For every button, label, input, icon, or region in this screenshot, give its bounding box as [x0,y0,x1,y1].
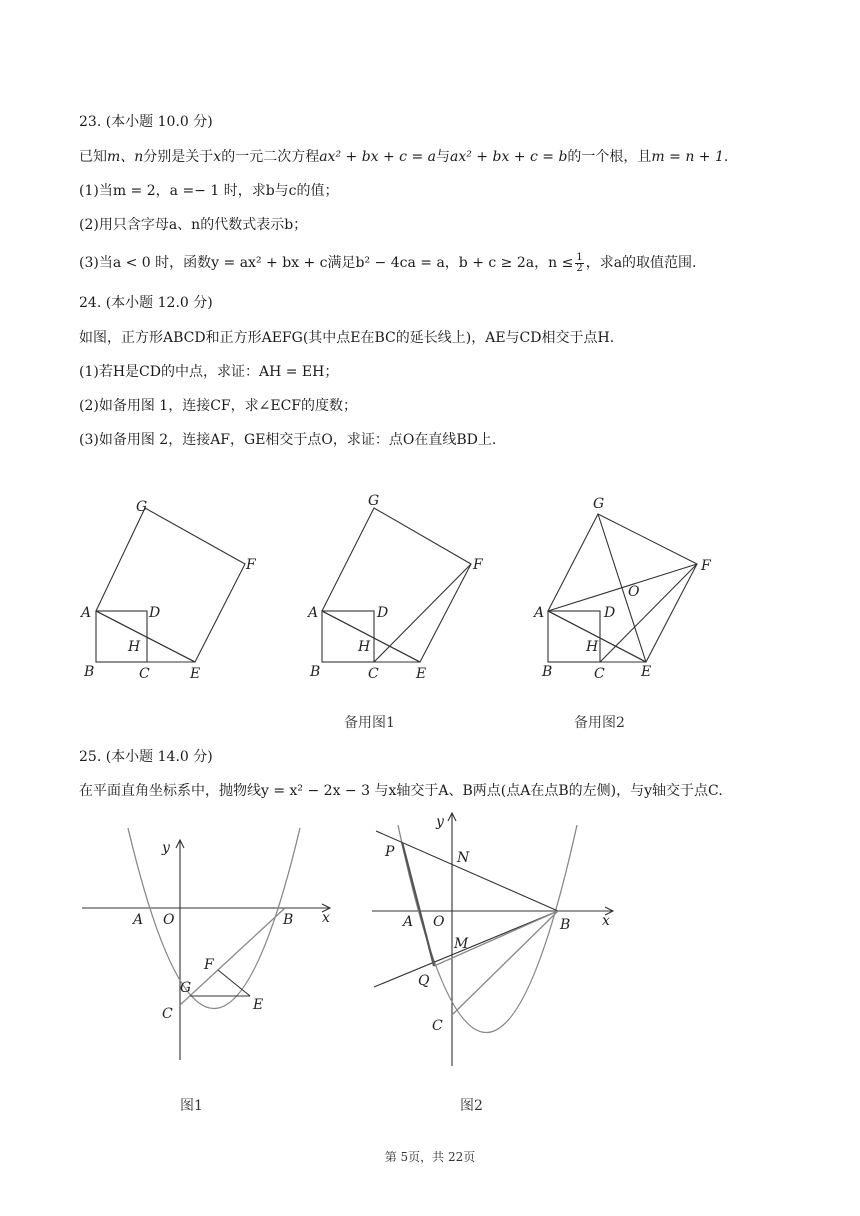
label-p: P [385,844,395,860]
q23-stem: 已知m、n分别是关于x的一元二次方程ax² + bx + c = a与ax² + bx + c = b的一个根，且m = n + 1. [79,149,729,165]
label-h: H [358,639,371,655]
q24-part2: (2)如备用图 1，连接CF，求∠ECF的度数； [79,398,357,414]
label-e: E [253,997,264,1013]
label-n: N [457,850,470,866]
label-e: E [416,666,427,682]
label-b: B [283,912,294,928]
label-e: E [641,664,652,680]
label-c: C [139,666,150,682]
caption-alt-figure-2: 备用图2 [574,715,625,731]
caption-alt-figure-1: 备用图1 [344,715,395,731]
fraction-one-half: $\frac{1}{2}$ [576,251,583,274]
label-o: O [628,584,640,600]
label-f: F [246,557,256,573]
label-d: D [149,605,161,621]
label-b: B [560,917,571,933]
page-footer: 第 5页，共 22页 [384,1150,476,1164]
segment-qb [434,911,558,966]
label-c: C [432,1018,443,1034]
segment-cb [452,911,558,1015]
q24-part1: (1)若H是CD的中点，求证：AH = EH； [79,364,339,380]
label-g: G [180,980,192,996]
label-d: D [377,605,389,621]
label-b: B [310,664,321,680]
q23-part2: (2)用只含字母a、n的代数式表示b； [79,217,308,233]
label-m: M [454,936,469,952]
q23-header: 23. (本小题 10.0 分) [79,114,213,130]
label-b: B [84,664,95,680]
label-y: y [162,840,170,856]
label-d: D [604,605,616,621]
label-f: F [473,557,483,573]
label-f: F [204,957,214,973]
label-a: A [534,605,545,621]
label-a: A [133,912,144,928]
label-y: y [436,814,444,830]
caption-figure-2: 图2 [460,1098,483,1114]
label-x: x [602,913,610,929]
caption-figure-1: 图1 [180,1098,203,1114]
q23-part3: (3)当a < 0 时，函数y = ax² + bx + c满足b² − 4ca = a，b + c ≥ 2a，n ≤ $\frac{1}{2}$ ，求a的取值范围. [79,251,697,274]
label-a: A [308,605,319,621]
label-f: F [701,558,711,574]
label-o: O [163,912,175,928]
q24-stem: 如图，正方形ABCD和正方形AEFG(其中点E在BC的延长线上)，AE与CD相交于点H. [79,330,615,346]
label-c: C [368,666,379,682]
q23-part1: (1)当m = 2，a =− 1 时，求b与c的值； [79,183,339,199]
label-g: G [593,496,605,512]
label-e: E [190,666,201,682]
segment-pq [402,842,434,966]
q24-header: 24. (本小题 12.0 分) [79,295,213,311]
label-h: H [128,639,141,655]
q25-stem: 在平面直角坐标系中，抛物线y = x² − 2x − 3 与x轴交于A、B两点(点A在点B的左侧)，与y轴交于点C. [79,783,723,799]
label-c: C [162,1006,173,1022]
label-q: Q [418,973,430,989]
label-h: H [586,639,599,655]
label-g: G [368,493,380,509]
label-a: A [81,605,92,621]
label-g: G [136,499,148,515]
label-c: C [594,666,605,682]
q24-part3: (3)如备用图 2，连接AF，GE相交于点O，求证：点O在直线BD上. [79,432,497,448]
label-a: A [403,914,414,930]
q25-header: 25. (本小题 14.0 分) [79,749,213,765]
label-b: B [542,664,553,680]
label-o: O [433,914,445,930]
label-x: x [322,910,330,926]
